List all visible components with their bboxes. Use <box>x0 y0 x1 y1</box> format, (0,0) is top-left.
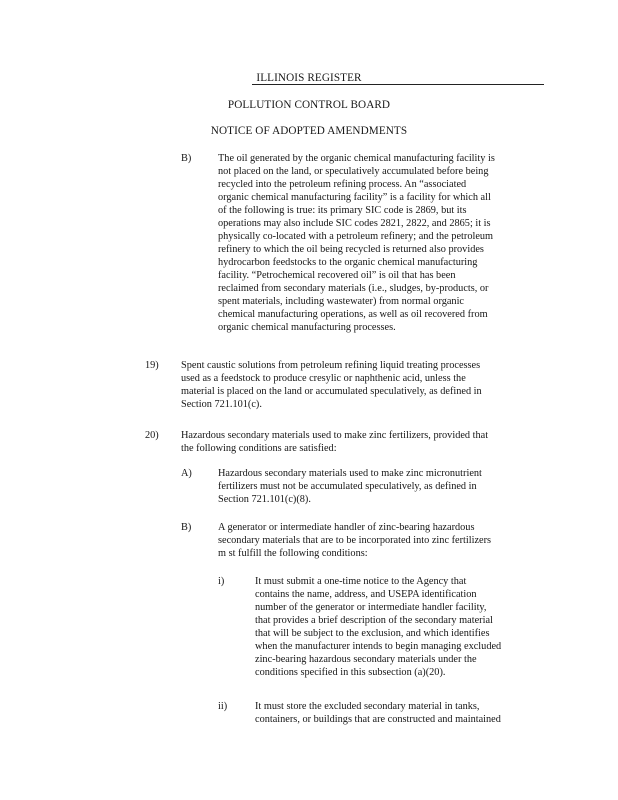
item-label-20b: B) <box>181 522 192 533</box>
text-line: recycled into the petroleum refining process. An “associated <box>218 179 467 190</box>
text-line: refinery to which the oil being recycled is returned also provides <box>218 244 484 255</box>
text-line: that will be subject to the exclusion, and which identifies <box>255 628 490 639</box>
text-line: organic chemical manufacturing facility” is a facility for which all <box>218 192 491 203</box>
text-line: Hazardous secondary materials used to make zinc micronutrient <box>218 468 482 479</box>
item-label-20: 20) <box>145 430 159 441</box>
text-line: the following conditions are satisfied: <box>181 443 337 454</box>
text-line: The oil generated by the organic chemical manufacturing facility is <box>218 153 495 164</box>
text-line: that provides a brief description of the secondary material <box>255 615 493 626</box>
board-title: POLLUTION CONTROL BOARD <box>227 99 391 111</box>
text-line: organic chemical manufacturing processes. <box>218 322 396 333</box>
text-line: facility. “Petrochemical recovered oil” is oil that has been <box>218 270 456 281</box>
text-line: chemical manufacturing operations, as well as oil recovered from <box>218 309 488 320</box>
text-line: material is placed on the land or accumulated speculatively, as defined in <box>181 386 482 397</box>
text-line: hydrocarbon feedstocks to the organic chemical manufacturing <box>218 257 478 268</box>
text-line: number of the generator or intermediate handler facility, <box>255 602 487 613</box>
text-line: Hazardous secondary materials used to make zinc fertilizers, provided that <box>181 430 489 441</box>
text-line: of the following is true: its primary SIC code is 2869, but its <box>218 205 467 216</box>
text-line: containers, or buildings that are constructed and maintained <box>255 714 501 725</box>
text-line: reclaimed from secondary materials (i.e., sludges, by-products, or <box>218 283 489 294</box>
text-line: physically co-located with a petroleum refinery; and the petroleum <box>218 231 494 242</box>
text-line: not placed on the land, or speculatively accumulated before being <box>218 166 489 177</box>
text-line: conditions specified in this subsection (a)(20). <box>255 667 446 678</box>
item-label-19: 19) <box>145 360 159 371</box>
notice-title: NOTICE OF ADOPTED AMENDMENTS <box>210 125 408 137</box>
text-line: when the manufacturer intends to begin managing excluded <box>255 641 502 652</box>
item-label-i: i) <box>218 576 225 587</box>
text-line: used as a feedstock to produce cresylic or naphthenic acid, unless the <box>181 373 466 384</box>
text-line: A generator or intermediate handler of zinc-bearing hazardous <box>218 522 475 533</box>
text-line: spent materials, including wastewater) from normal organic <box>218 296 464 307</box>
header-underline <box>252 84 544 85</box>
text-line: operations may also include SIC codes 2821, 2822, and 2865; it is <box>218 218 491 229</box>
text-line: contains the name, address, and USEPA identification <box>255 589 477 600</box>
text-line: It must store the excluded secondary material in tanks, <box>255 701 480 712</box>
item-label-ii: ii) <box>218 701 228 712</box>
text-line: secondary materials that are to be incorporated into zinc fertilizers <box>218 535 492 546</box>
register-title: ILLINOIS REGISTER <box>256 72 362 84</box>
text-line: Spent caustic solutions from petroleum refining liquid treating processes <box>181 360 481 371</box>
text-line: Section 721.101(c). <box>181 399 262 410</box>
text-line: m st fulfill the following conditions: <box>218 548 368 559</box>
item-label-b-top: B) <box>181 153 192 164</box>
item-label-20a: A) <box>181 468 192 479</box>
text-line: It must submit a one-time notice to the Agency that <box>255 576 467 587</box>
text-line: Section 721.101(c)(8). <box>218 494 311 505</box>
text-line: zinc-bearing hazardous secondary materials under the <box>255 654 477 665</box>
text-line: fertilizers must not be accumulated speculatively, as defined in <box>218 481 477 492</box>
